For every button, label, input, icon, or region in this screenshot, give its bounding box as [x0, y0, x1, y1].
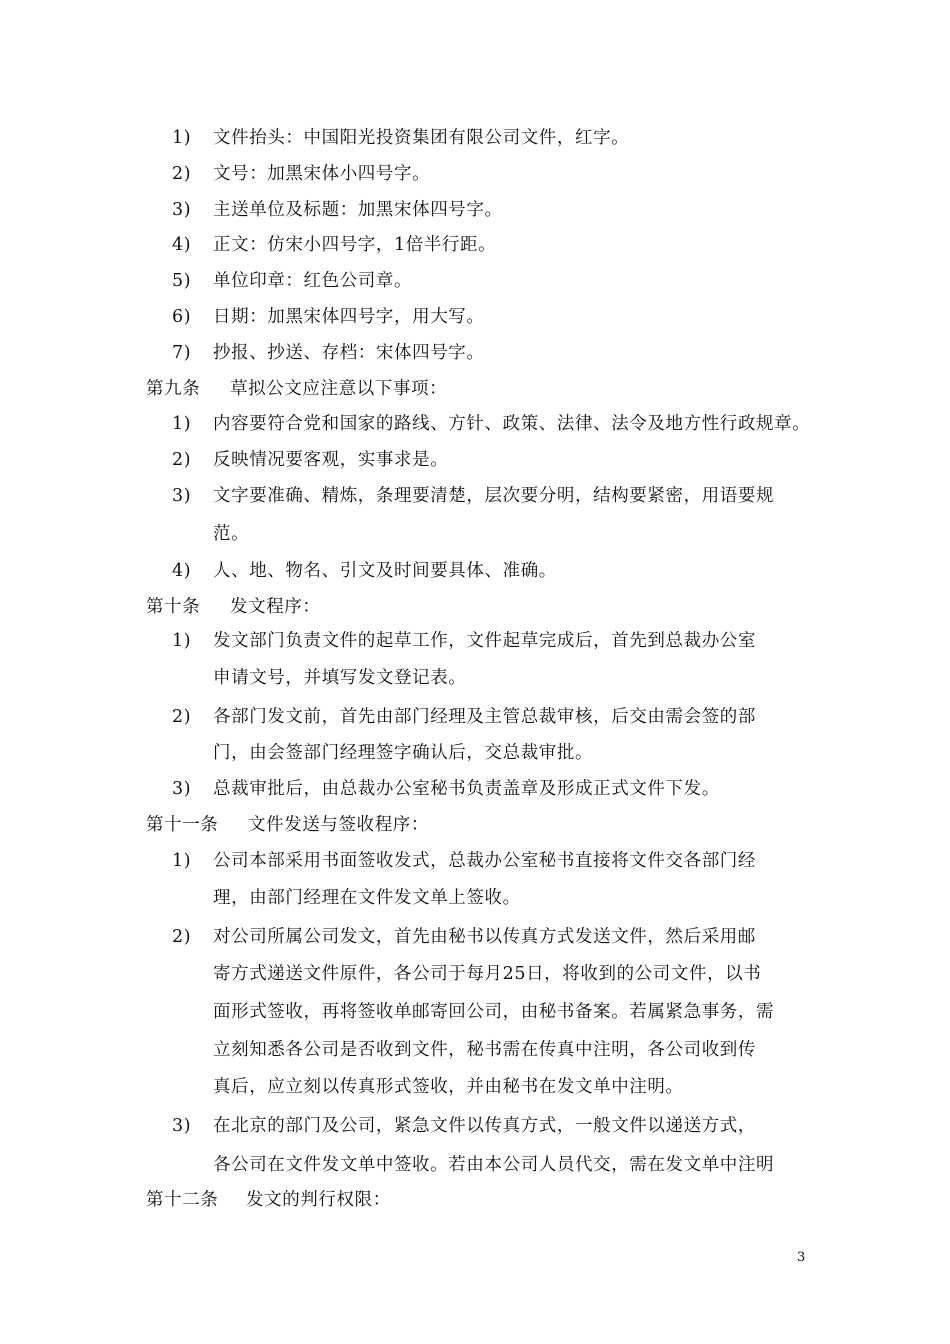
item-text: 内容要符合党和国家的路线、方针、政策、法律、法令及地方性行政规章。 [213, 414, 811, 434]
item-text: 文件抬头：中国阳光投资集团有限公司文件，红字。 [213, 128, 630, 148]
item-number: 1) [172, 631, 192, 651]
item-number: 3) [172, 1116, 192, 1136]
item-text: 寄方式递送文件原件，各公司于每月25日，将收到的公司文件，以书 [213, 964, 762, 984]
item-text: 真后，应立刻以传真形式签收，并由秘书在发文单中注明。 [213, 1077, 684, 1097]
item-text: 立刻知悉各公司是否收到文件，秘书需在传真中注明，各公司收到传 [213, 1040, 756, 1060]
item-number: 6) [172, 307, 192, 327]
article-label: 第十二条 [146, 1190, 219, 1210]
item-text: 面形式签收，再将签收单邮寄回公司，由秘书备案。若属紧急事务，需 [213, 1002, 775, 1022]
item-text: 公司本部采用书面签收发式，总裁办公室秘书直接将文件交各部门经 [213, 851, 756, 871]
item-number: 1) [172, 414, 192, 434]
item-text: 文号：加黑宋体小四号字。 [213, 164, 431, 184]
item-text: 主送单位及标题：加黑宋体四号字。 [213, 200, 503, 220]
article-label: 第十一条 [146, 815, 219, 835]
item-text: 日期：加黑宋体四号字，用大写。 [213, 307, 485, 327]
item-text: 文字要准确、精炼，条理要清楚，层次要分明，结构要紧密，用语要规 [213, 486, 775, 506]
item-text: 各公司在文件发文单中签收。若由本公司人员代交，需在发文单中注明 [213, 1155, 775, 1175]
item-number: 4) [172, 235, 192, 255]
article-title: 发文程序： [230, 597, 321, 617]
item-text: 对公司所属公司发文，首先由秘书以传真方式发送文件，然后采用邮 [213, 927, 756, 947]
item-number: 3) [172, 200, 192, 220]
item-text: 在北京的部门及公司，紧急文件以传真方式，一般文件以递送方式， [213, 1116, 756, 1136]
item-text: 单位印章：红色公司章。 [213, 271, 413, 291]
item-number: 1) [172, 128, 192, 148]
article-title: 文件发送与签收程序： [248, 815, 429, 835]
item-text: 申请文号，并填写发文登记表。 [213, 668, 467, 688]
item-number: 3) [172, 779, 192, 799]
item-text: 人、地、物名、引文及时间要具体、准确。 [213, 561, 557, 581]
item-text: 正文：仿宋小四号字，1倍半行距。 [213, 235, 497, 255]
item-text: 范。 [213, 524, 250, 544]
item-number: 2) [172, 927, 192, 947]
item-text: 门，由会签部门经理签字确认后，交总裁审批。 [213, 743, 594, 763]
page-number: 3 [797, 1250, 806, 1265]
item-text: 抄报、抄送、存档：宋体四号字。 [213, 343, 485, 363]
item-number: 3) [172, 486, 192, 506]
item-number: 2) [172, 707, 192, 727]
item-text: 各部门发文前，首先由部门经理及主管总裁审核，后交由需会签的部 [213, 707, 756, 727]
item-text: 发文部门负责文件的起草工作，文件起草完成后，首先到总裁办公室 [213, 631, 756, 651]
item-number: 4) [172, 561, 192, 581]
item-number: 7) [172, 343, 192, 363]
item-text: 总裁审批后，由总裁办公室秘书负责盖章及形成正式文件下发。 [213, 779, 720, 799]
article-title: 草拟公文应注意以下事项： [230, 379, 448, 399]
item-text: 理，由部门经理在文件发文单上签收。 [213, 888, 521, 908]
item-number: 2) [172, 164, 192, 184]
article-label: 第十条 [146, 597, 201, 617]
item-number: 5) [172, 271, 192, 291]
item-number: 1) [172, 851, 192, 871]
article-title: 发文的判行权限： [246, 1190, 391, 1210]
article-label: 第九条 [146, 379, 201, 399]
item-number: 2) [172, 450, 192, 470]
item-text: 反映情况要客观，实事求是。 [213, 450, 449, 470]
